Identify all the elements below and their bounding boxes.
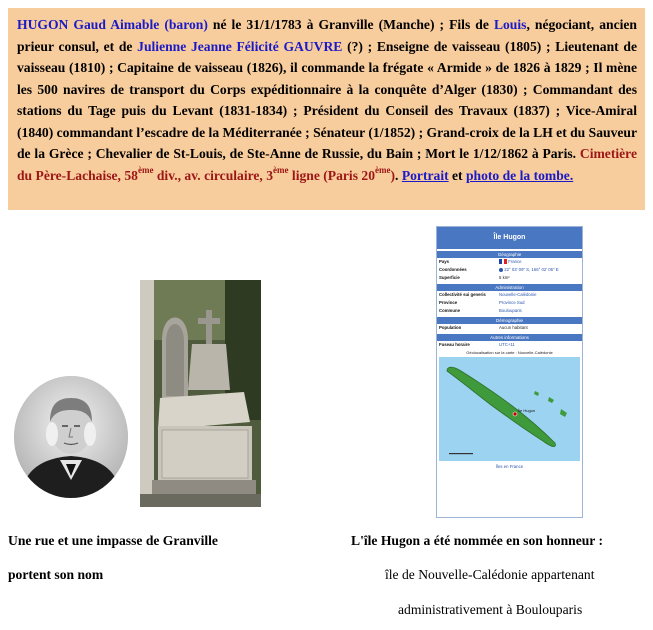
caption-left-line1: Une rue et une impasse de Granville: [8, 533, 218, 548]
wiki-infobox: [436, 226, 583, 518]
bio-text-4: .: [395, 167, 402, 183]
tomb-photo: [140, 280, 261, 507]
mother-link[interactable]: Julienne Jeanne Félicité GAUVRE: [137, 38, 343, 54]
map-marker-icon: [513, 412, 517, 416]
row-area: Superficie 5 km²: [439, 275, 510, 280]
portrait-photo: [14, 376, 128, 498]
section-other: Autres informations: [437, 334, 582, 341]
row-country: Pays France: [439, 259, 522, 264]
france-flag-icon: [499, 259, 507, 264]
caption-left-line2: portent son nom: [8, 567, 104, 582]
geolocation-caption: Géolocalisation sur la carte : Nouvelle-Calédonie: [466, 350, 553, 355]
father-link[interactable]: Louis: [493, 17, 527, 32]
cemetery-location: Cimetière du Père-Lachaise, 58ème div., av. circulaire, 3ème ligne (Paris 20ème): [17, 146, 637, 183]
caption-right-line3: administrativement à Boulouparis: [398, 602, 583, 617]
row-coordinates: Coordonnées 22° 03′ 09″ S, 166° 02′ 05″ E: [439, 267, 559, 272]
section-geography: Géographie: [437, 251, 582, 258]
globe-icon: [499, 268, 503, 272]
caption-right-line1: L'île Hugon a été nommée en son honneur :: [351, 533, 603, 548]
tomb-photo-link[interactable]: photo de la tombe.: [465, 167, 574, 183]
section-demography: Démographie: [437, 317, 582, 324]
bio-text-2: , négociant, ancien prieur consul, et de: [17, 17, 637, 54]
bio-text-3: (?) ; Enseigne de vaisseau (1805) ; Lieutenant de vaisseau (1810) ; Capitaine de vaisseau (1826), il commande la frégate « Armide » de 1826 à 1829 ; Il mène les 500 navires de transport du Corps expéditionnaire à la conquête d’Alger (1830) ; Commandant des stations du Tage puis du Levant (1831-1834) ; Président du Conseil des Travaux (1837) ; Vice-Amiral (1840) commandant l’escadre de la Méditerranée ; Sénateur (1/1852) ; Grand-croix de la LH et du Sauveur de la Grèce ; Chevalier de St-Louis, de Ste-Anne de Russie, du Bain ; Mort le 1/12/1862 à Paris.: [17, 38, 637, 161]
person-name: HUGON Gaud Aimable (baron): [17, 17, 208, 32]
infobox-footer-link[interactable]: Îles en France: [495, 464, 524, 469]
biography-box: [8, 8, 645, 210]
section-administration: Administration: [437, 284, 582, 291]
row-population: Population Aucun habitant: [439, 325, 528, 330]
bio-text-5: et: [448, 167, 466, 183]
infobox-title: Île Hugon: [437, 227, 582, 249]
portrait-link[interactable]: Portrait: [401, 167, 449, 183]
bio-text-1: né le 31/1/1783 à Granville (Manche) ; Fils de: [207, 17, 494, 32]
location-map[interactable]: [439, 357, 580, 461]
row-timezone: Fuseau horaire UTC+11: [439, 342, 515, 347]
caption-right-line2: île de Nouvelle-Calédonie appartenant: [385, 567, 595, 582]
map-label: Île Hugon: [518, 408, 536, 413]
row-collectivity: Collectivité sui generis Nouvelle-Calédonie: [439, 292, 537, 297]
row-province: Province Province Sud: [439, 300, 525, 305]
row-commune: Commune Boulouparis: [439, 308, 522, 313]
